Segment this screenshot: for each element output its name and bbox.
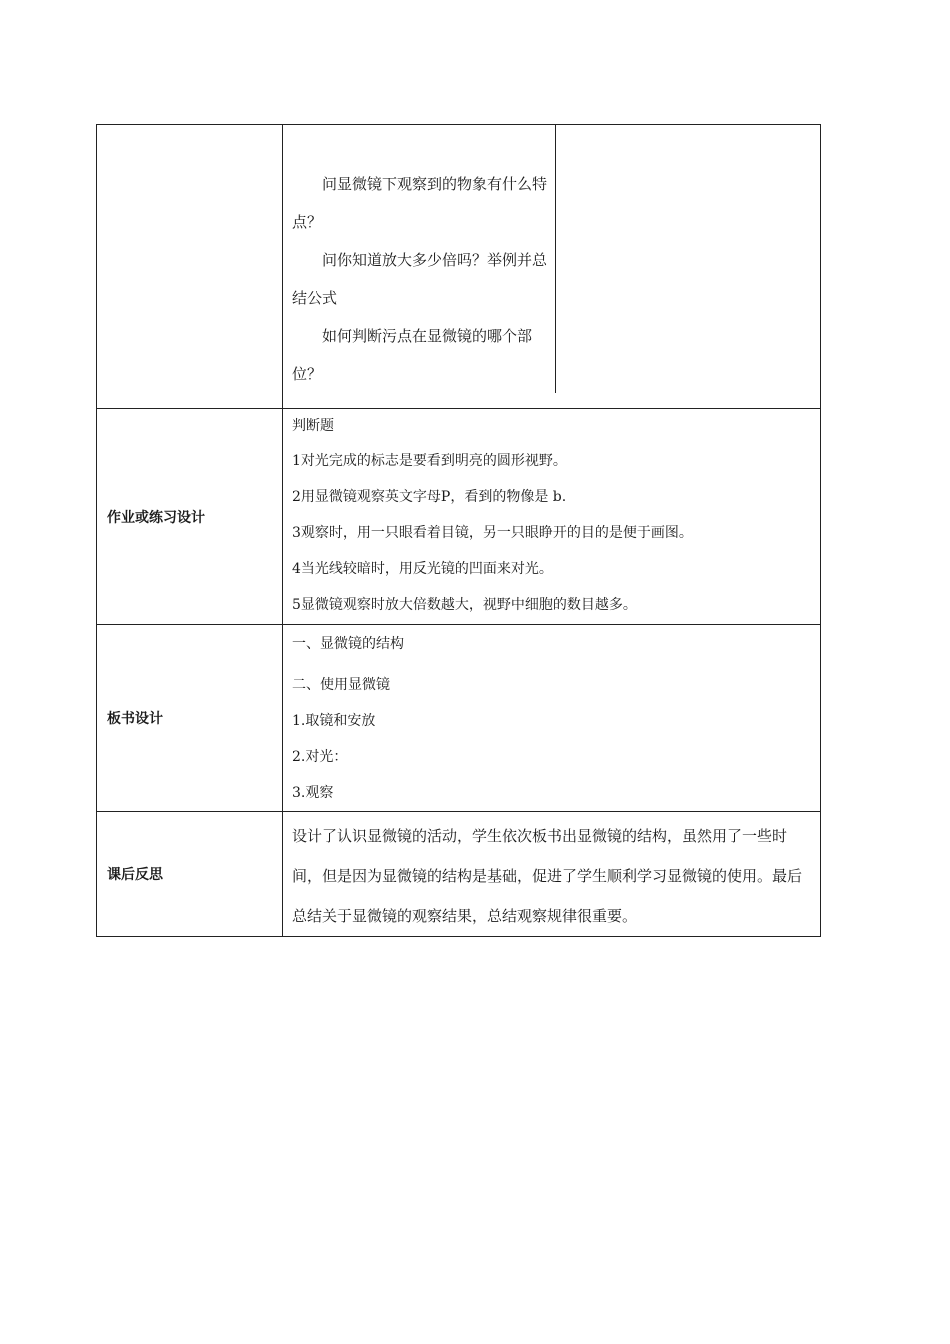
question-line: 问你知道放大多少倍吗？举例并总结公式 xyxy=(292,251,548,307)
homework-row xyxy=(97,409,821,625)
reflection-text: 设计了认识显微镜的活动，学生依次板书出显微镜的结构，虽然用了一些时间，但是因为显微镜的结构是基础，促进了学生顺利学习显微镜的使用。最后总结关于显微镜的观察结果，总结观察规律很重要。 xyxy=(283,812,821,937)
board-label: 板书设计 xyxy=(97,625,283,812)
board-item: 3.观察 xyxy=(292,785,334,801)
homework-item: 3观察时，用一只眼看着目镜，另一只眼睁开的目的是便于画图。 xyxy=(292,525,693,541)
board-content xyxy=(283,625,821,812)
homework-item: 2用显微镜观察英文字母P，看到的物像是 b. xyxy=(292,489,567,505)
lesson-plan-table xyxy=(96,124,821,937)
question-label-cell xyxy=(97,125,283,409)
question-content-cell xyxy=(283,125,821,409)
question-row xyxy=(97,125,821,409)
homework-item: 1对光完成的标志是要看到明亮的圆形视野。 xyxy=(292,453,567,469)
student-activity-cell xyxy=(556,125,820,393)
question-line: 问显微镜下观察到的物象有什么特点？ xyxy=(292,175,548,231)
board-item: 2.对光： xyxy=(292,749,348,765)
homework-heading: 判断题 xyxy=(292,418,334,434)
homework-content xyxy=(283,409,821,625)
board-item: 1.取镜和安放 xyxy=(292,713,376,729)
question-line: 如何判断污点在显微镜的哪个部位？ xyxy=(292,327,533,383)
board-item: 二、使用显微镜 xyxy=(292,677,390,693)
reflection-label: 课后反思 xyxy=(97,812,283,937)
homework-label: 作业或练习设计 xyxy=(97,409,283,625)
question-inner-table xyxy=(283,125,820,393)
homework-item: 4当光线较暗时，用反光镜的凹面来对光。 xyxy=(292,561,553,577)
homework-item: 5显微镜观察时放大倍数越大，视野中细胞的数目越多。 xyxy=(292,597,637,613)
reflection-row xyxy=(97,812,821,937)
board-row xyxy=(97,625,821,812)
board-item: 一、显微镜的结构 xyxy=(292,636,404,652)
teacher-questions xyxy=(283,125,556,393)
